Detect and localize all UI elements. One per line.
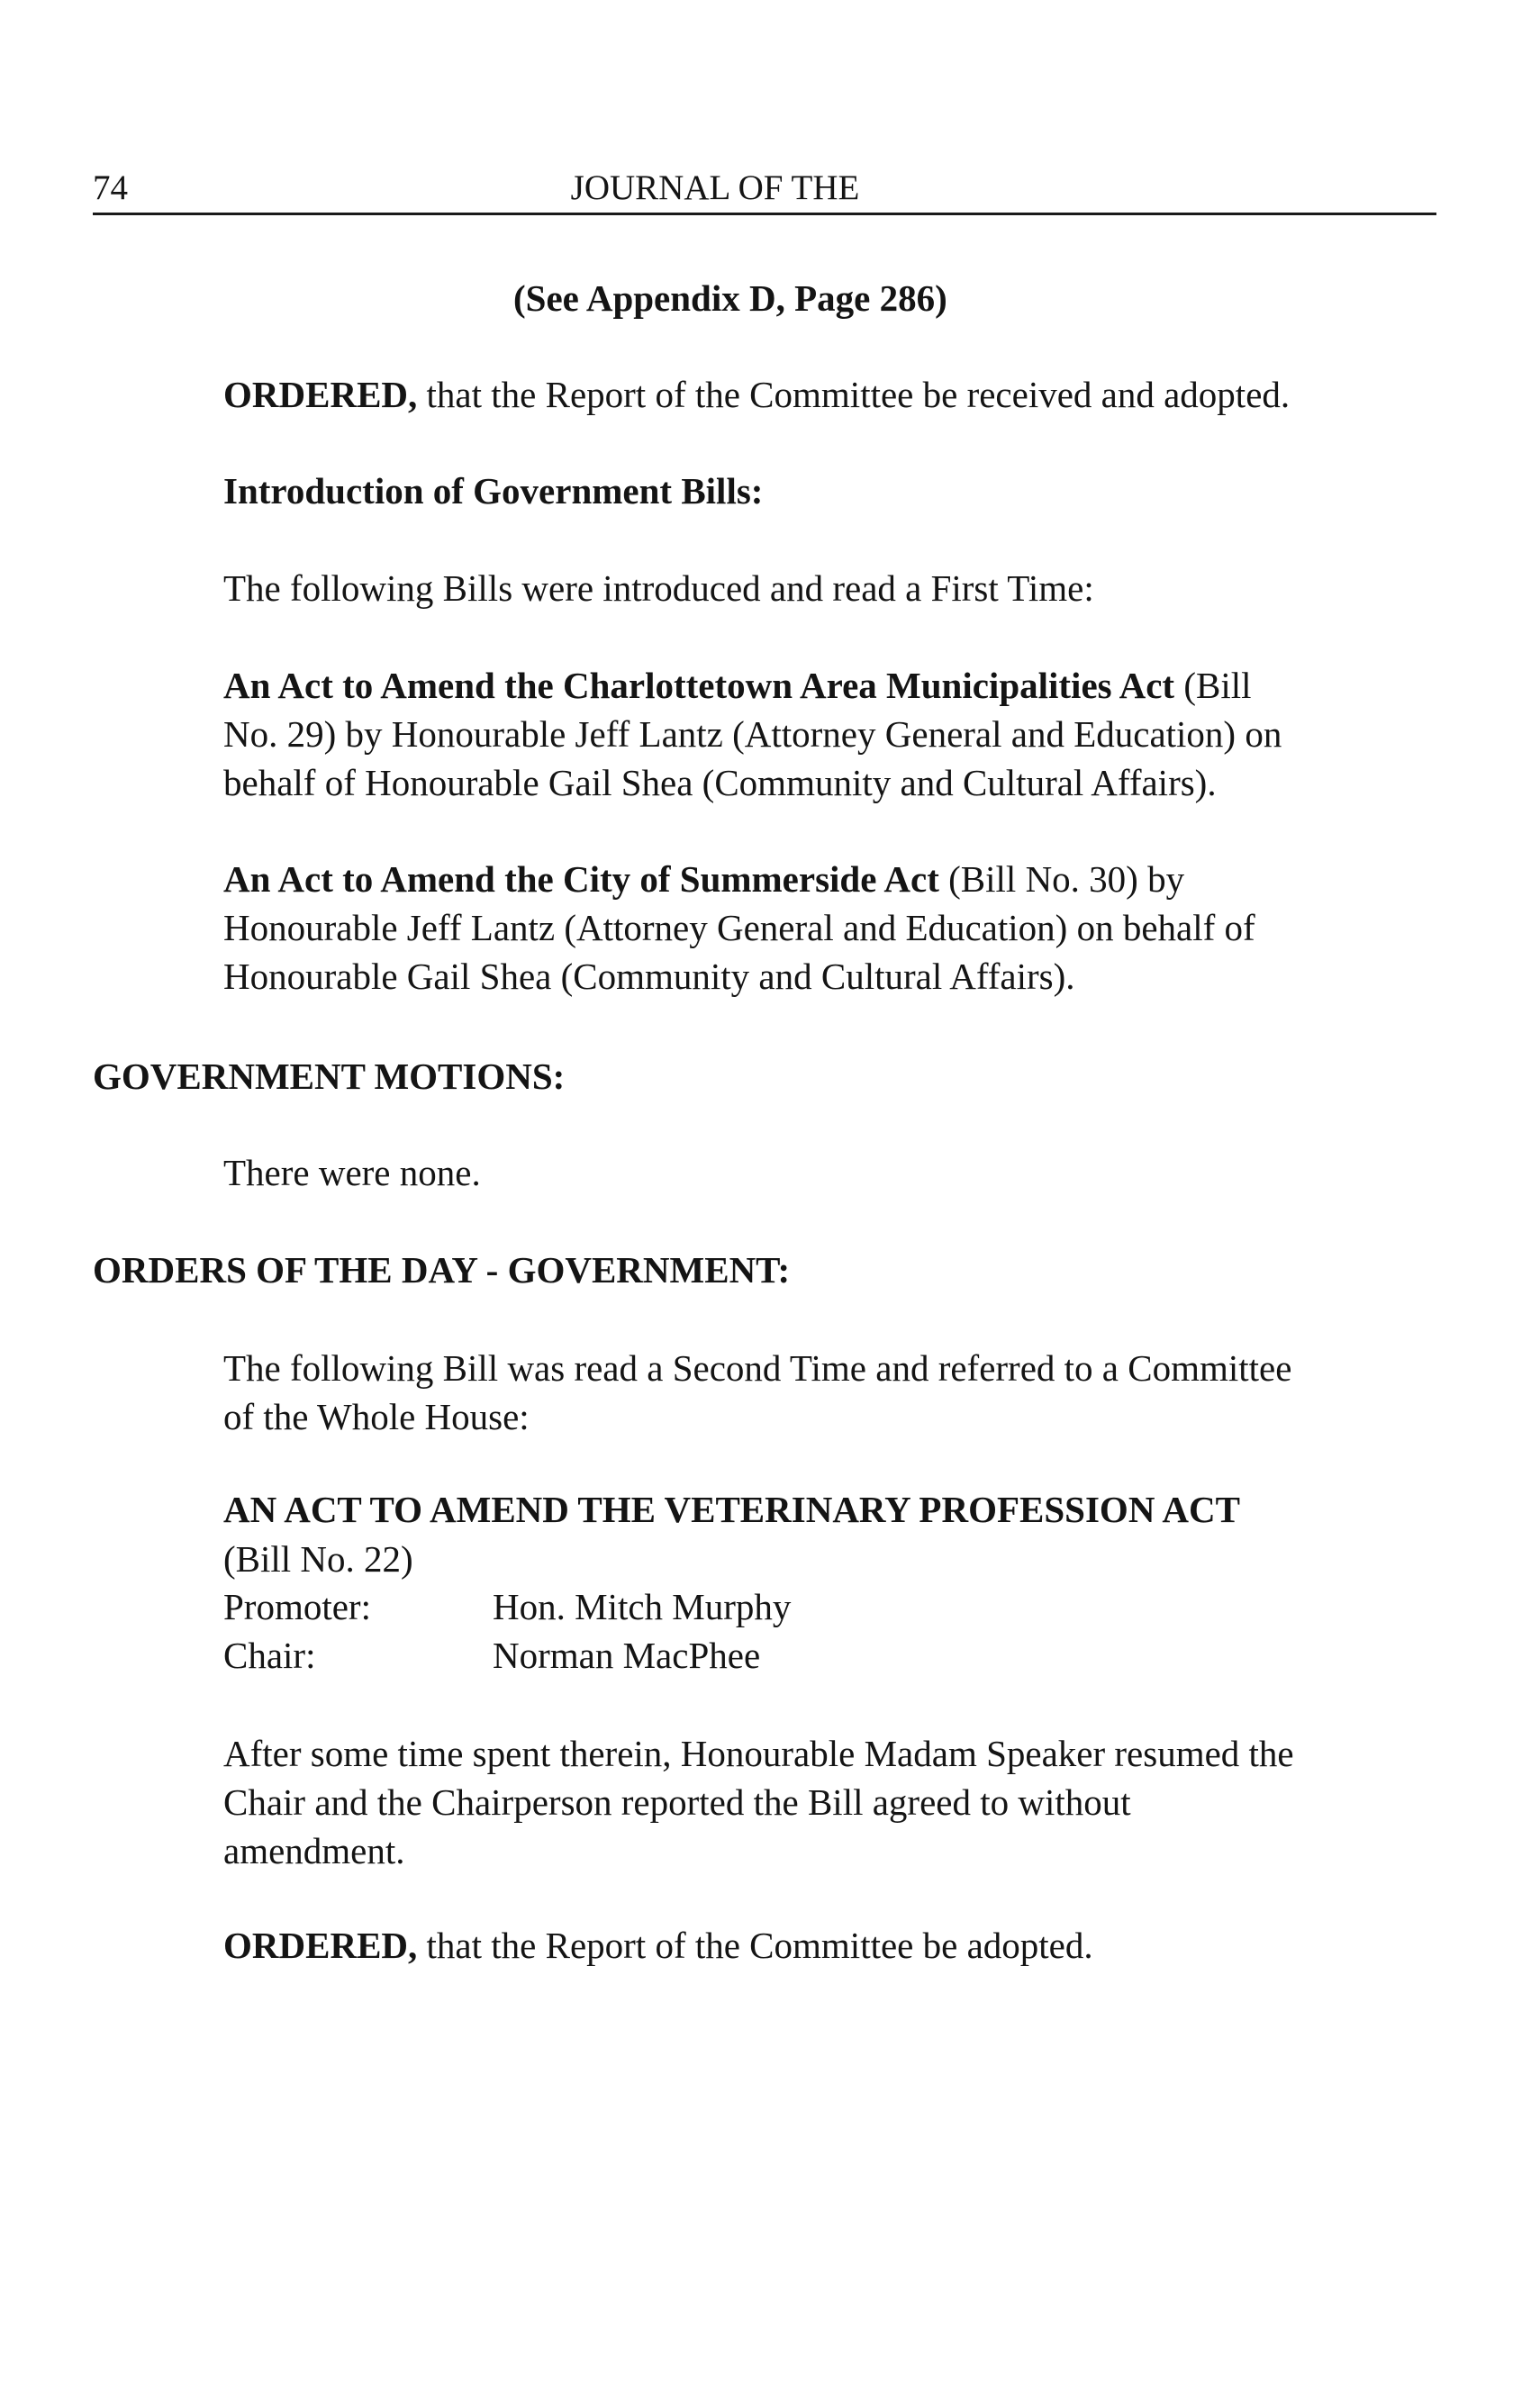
appendix-reference: (See Appendix D, Page 286)	[513, 277, 947, 319]
promoter-value: Hon. Mitch Murphy	[493, 1586, 792, 1627]
after-paragraph	[223, 1729, 1435, 1875]
ordered-text-2: that the Report of the Committee be adopted.	[417, 1925, 1093, 1966]
after-line2: Chair and the Chairperson reported the Bill agreed to without	[223, 1781, 1131, 1823]
bill-30-line3: Honourable Gail Shea (Community and Cultural Affairs).	[223, 956, 1075, 997]
chair-value: Norman MacPhee	[493, 1635, 761, 1676]
chair-label: Chair:	[223, 1635, 316, 1676]
orders-paragraph	[223, 1344, 1435, 1441]
ordered-label: ORDERED,	[223, 374, 418, 415]
bill-30-line2: Honourable Jeff Lantz (Attorney General and Education) on behalf of	[223, 907, 1255, 948]
bill-29-paragraph	[223, 661, 1435, 807]
bill-30-title: An Act to Amend the City of Summerside Act	[223, 858, 939, 900]
ordered-text: that the Report of the Committee be received and adopted.	[417, 374, 1291, 415]
bill-30-line1-rest: (Bill No. 30) by	[938, 858, 1185, 900]
bill-29-line3: behalf of Honourable Gail Shea (Community and Cultural Affairs).	[223, 762, 1217, 803]
intro-bills-text: The following Bills were introduced and read a First Time:	[223, 567, 1094, 609]
orders-line1: The following Bill was read a Second Time and referred to a Committee	[223, 1347, 1292, 1389]
after-line1: After some time spent therein, Honourable Madam Speaker resumed the	[223, 1733, 1294, 1774]
running-head: JOURNAL OF THE	[570, 168, 860, 207]
bill-29-title: An Act to Amend the Charlottetown Area Municipalities Act	[223, 665, 1175, 706]
orders-of-the-day-heading: ORDERS OF THE DAY - GOVERNMENT:	[93, 1249, 791, 1291]
intro-bills-heading: Introduction of Government Bills:	[223, 470, 764, 512]
bill-30-paragraph	[223, 855, 1435, 1001]
bill-22-title: AN ACT TO AMEND THE VETERINARY PROFESSION ACT	[223, 1489, 1240, 1530]
bill-22-number: (Bill No. 22)	[223, 1538, 413, 1580]
ordered-received-adopted	[223, 371, 1290, 418]
ordered-adopted	[223, 1922, 1093, 1969]
orders-line2: of the Whole House:	[223, 1396, 530, 1437]
government-motions-heading: GOVERNMENT MOTIONS:	[93, 1056, 566, 1097]
after-line3: amendment.	[223, 1830, 405, 1871]
bill-29-line1-rest: (Bill	[1174, 665, 1252, 706]
page-number: 74	[93, 168, 128, 207]
ordered-label-2: ORDERED,	[223, 1925, 418, 1966]
bill-29-line2: No. 29) by Honourable Jeff Lantz (Attorney General and Education) on	[223, 713, 1282, 755]
government-motions-text: There were none.	[223, 1152, 481, 1193]
page-header	[93, 168, 1436, 215]
promoter-label: Promoter:	[223, 1586, 371, 1627]
